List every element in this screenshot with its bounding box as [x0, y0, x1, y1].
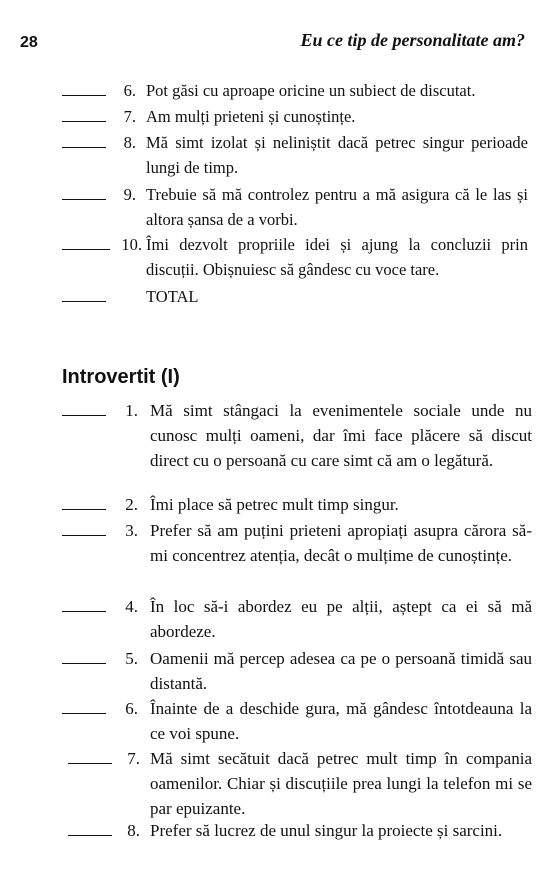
item-text: Oamenii mă percep adesea ca pe o persoană timidă sau distantă. [150, 649, 532, 693]
item-number: 7. [123, 107, 136, 126]
item-text: Mă simt izolat și neliniștit dacă petrec singur perioade lungi de timp. [146, 133, 528, 177]
item-number: 6. [125, 699, 138, 718]
answer-blank[interactable] [62, 249, 110, 250]
item-text: În loc să-i abordez eu pe alții, aștept ca ei să mă abordeze. [150, 597, 532, 641]
answer-blank[interactable] [62, 535, 106, 536]
answer-blank[interactable] [68, 835, 112, 836]
answer-blank[interactable] [62, 95, 106, 96]
answer-blank[interactable] [62, 147, 106, 148]
page-number: 28 [20, 34, 38, 51]
item-number: 6. [123, 81, 136, 100]
answer-blank[interactable] [62, 301, 106, 302]
item-number: 10. [121, 235, 142, 254]
answer-blank[interactable] [62, 121, 106, 122]
item-number: 4. [125, 597, 138, 616]
answer-blank[interactable] [62, 199, 106, 200]
answer-blank[interactable] [62, 713, 106, 714]
item-number: 1. [125, 401, 138, 420]
item-text: Prefer să lucrez de unul singur la proiecte și sarcini. [150, 821, 503, 840]
item-number: 8. [123, 133, 136, 152]
item-text: Înainte de a deschide gura, mă gândesc întotdeauna la ce voi spune. [150, 699, 532, 743]
item-text: Trebuie să mă controlez pentru a mă asigura că le las și altora șansa de a vorbi. [146, 185, 528, 229]
answer-blank[interactable] [62, 611, 106, 612]
section-heading: Introvertit (I) [62, 366, 180, 388]
item-text: Îmi place să petrec mult timp singur. [150, 495, 399, 514]
running-title: Eu ce tip de personalitate am? [300, 30, 525, 50]
answer-blank[interactable] [62, 663, 106, 664]
item-text: Prefer să am puțini prieteni apropiați asupra cărora să-mi concentrez atenția, decât o mulțime de cunoștințe. [150, 521, 532, 565]
item-text: Pot găsi cu aproape oricine un subiect de discutat. [146, 81, 476, 100]
item-text: Am mulți prieteni și cunoștințe. [146, 107, 356, 126]
item-text: Îmi dezvolt propriile idei și ajung la concluzii prin discuții. Obișnuiesc să gândesc cu voce tare. [146, 235, 528, 279]
total-label: TOTAL [146, 287, 199, 306]
item-number: 9. [123, 185, 136, 204]
item-text: Mă simt secătuit dacă petrec mult timp în compania oamenilor. Chiar și discuțiile prea lungi la telefon mi se par epuizante. [150, 749, 532, 818]
answer-blank[interactable] [62, 509, 106, 510]
item-number: 8. [127, 821, 140, 840]
answer-blank[interactable] [62, 415, 106, 416]
item-number: 5. [125, 649, 138, 668]
item-number: 2. [125, 495, 138, 514]
item-number: 7. [127, 749, 140, 768]
item-text: Mă simt stângaci la evenimentele sociale unde nu cunosc mulți oameni, dar îmi face plăcere să discut direct cu o persoană cu care simt că am o legătură. [150, 401, 532, 470]
answer-blank[interactable] [68, 763, 112, 764]
item-number: 3. [125, 521, 138, 540]
